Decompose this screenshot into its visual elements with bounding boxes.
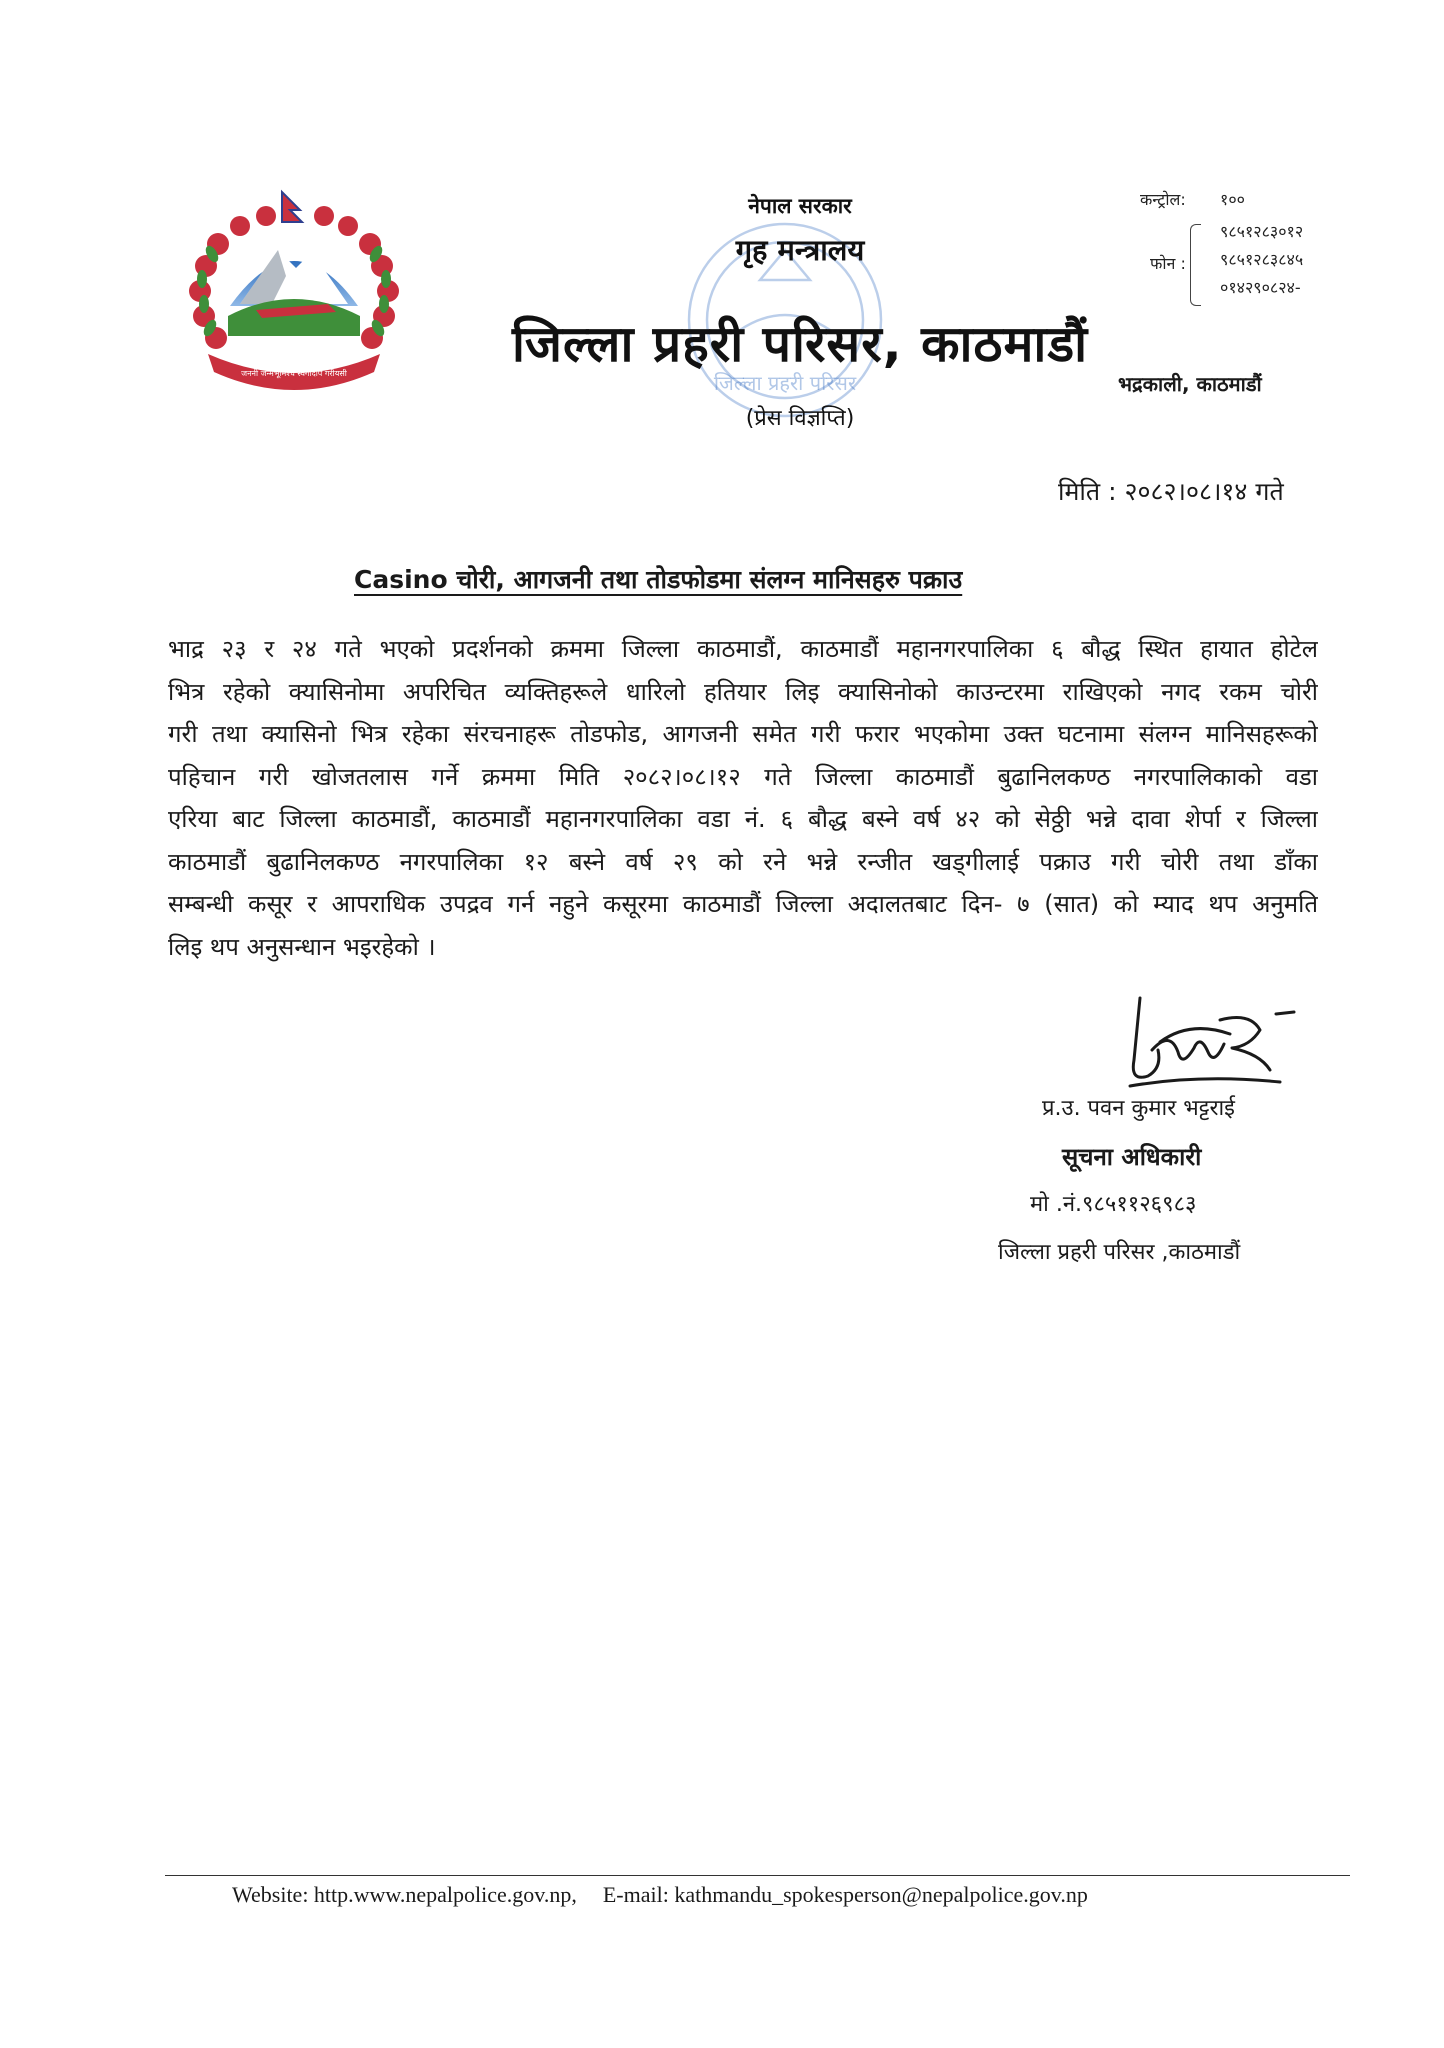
nepal-emblem-icon (178, 186, 410, 398)
control-number: १०० (1220, 190, 1245, 209)
subject-heading: Casino चोरी, आगजनी तथा तोडफोडमा संलग्न मानिसहरु पक्राउ (354, 565, 963, 594)
body-line: लिइ थप अनुसन्धान भइरहेको । (168, 932, 436, 961)
document-type: (प्रेस विज्ञप्ति) (745, 406, 855, 431)
footer-website[interactable]: Website: http.www.nepalpolice.gov.np, (232, 1882, 577, 1907)
phone-number-1: ९८५१२८३०१२ (1220, 222, 1304, 241)
date-line: मिति : २०८२।०८।१४ गते (1058, 477, 1284, 506)
body-paragraph (168, 628, 1318, 968)
phone-number-2: ९८५१२८३८४५ (1220, 250, 1304, 269)
body-line: काठमाडौं बुढानिलकण्ठ नगरपालिका १२ बस्ने वर्ष २९ को रने भन्ने रन्जीत खड्गीलाई पक्राउ गरी चोरी तथा डाँका (168, 847, 1318, 876)
emblem-motto: जननी जन्मभूमिश्च स्वर्गादपि गरीयसी (241, 369, 347, 378)
signature-icon (1100, 990, 1300, 1100)
body-line: भित्र रहेको क्यासिनोमा अपरिचित व्यक्तिहरूले धारिलो हतियार लिइ क्यासिनोको काउन्टरमा राखिएको नगद रकम चोरी (168, 677, 1318, 706)
signatory-office: जिल्ला प्रहरी परिसर ,काठमाडौं (998, 1240, 1241, 1265)
footer (232, 1882, 1332, 1908)
phone-number-3: ०१४२९०८२४- (1220, 278, 1301, 297)
stamp-text: जिल्ला प्रहरी परिसर (713, 371, 857, 395)
signatory-name: प्र.उ. पवन कुमार भट्टराई (1042, 1096, 1235, 1121)
phone-label: फोन : (1150, 254, 1186, 273)
ministry-name: गृह मन्त्रालय (735, 233, 865, 267)
body-line: एरिया बाट जिल्ला काठमाडौं, काठमाडौं महानगरपालिका वडा नं. ६ बौद्ध बस्ने वर्ष ४२ को सेठ्ठी भन्ने दावा शेर्पा र जिल्ला (168, 805, 1318, 833)
office-location: भद्रकाली, काठमाडौं (1118, 372, 1262, 396)
signatory-title: सूचना अधिकारी (1062, 1143, 1202, 1171)
office-title: जिल्ला प्रहरी परिसर, काठमाडौं (511, 315, 1089, 373)
phone-bracket (1190, 224, 1201, 306)
body-line: भाद्र २३ र २४ गते भएको प्रदर्शनको क्रममा जिल्ला काठमाडौं, काठमाडौं महानगरपालिका ६ बौद्ध स्थित हायात होटेल (168, 635, 1318, 663)
body-line: गरी तथा क्यासिनो भित्र रहेका संरचनाहरू तोडफोड, आगजनी समेत गरी फरार भएकोमा उक्त घटनामा संलग्न मानिसहरूको (168, 720, 1318, 748)
body-line: पहिचान गरी खोजतलास गर्ने क्रममा मिति २०८२।०८।१२ गते जिल्ला काठमाडौं बुढानिलकण्ठ नगरपालिकाको वडा (168, 762, 1318, 791)
control-label: कन्ट्रोल: (1140, 190, 1186, 209)
footer-divider (165, 1875, 1350, 1876)
signatory-mobile: मो .नं.९८५११२६९८३ (1030, 1192, 1197, 1217)
footer-email[interactable]: E-mail: kathmandu_spokesperson@nepalpolice.gov.np (602, 1882, 1088, 1907)
body-line: सम्बन्धी कसूर र आपराधिक उपद्रव गर्न नहुने कसूरमा काठमाडौं जिल्ला अदालतबाट दिन- ७ (सात) को म्याद थप अनुमति (168, 890, 1318, 918)
government-name: नेपाल सरकार (748, 194, 852, 218)
